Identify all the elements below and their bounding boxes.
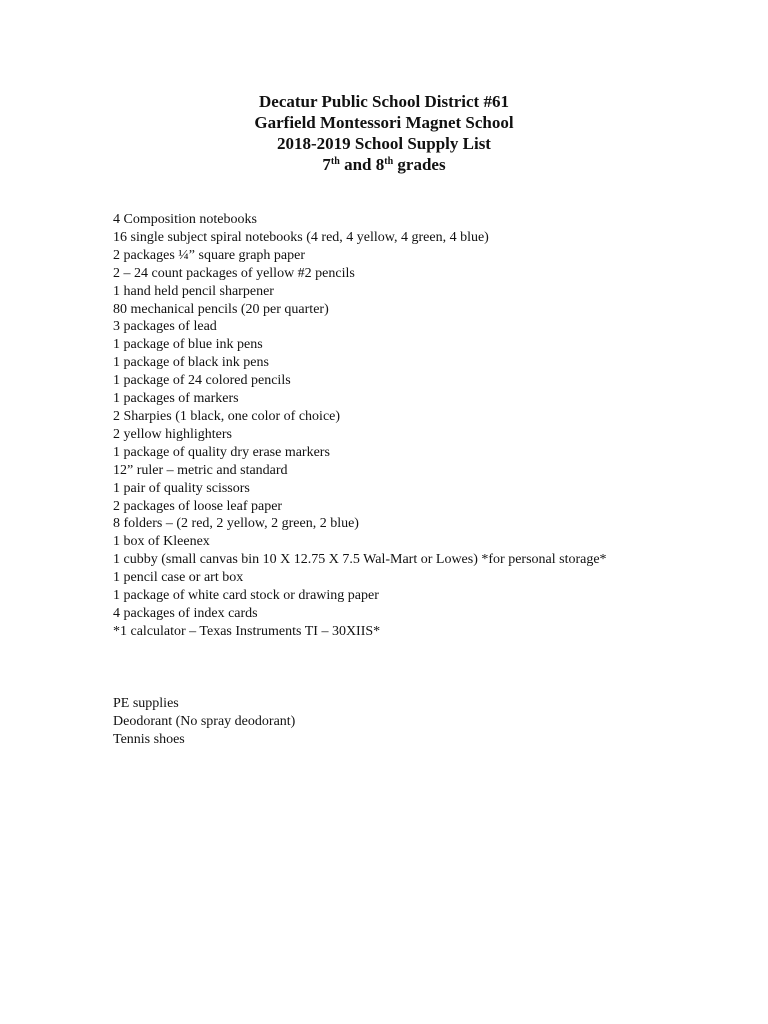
- list-item: 2 packages of loose leaf paper: [113, 498, 283, 514]
- grade-seven: 7: [322, 155, 331, 174]
- grades-word: grades: [393, 155, 446, 174]
- list-item: *1 calculator – Texas Instruments TI – 30XIIS*: [113, 623, 381, 639]
- list-title: 2018-2019 School Supply List: [277, 134, 491, 153]
- list-item: 1 cubby (small canvas bin 10 X 12.75 X 7.5 Wal-Mart or Lowes) *for personal storage*: [113, 552, 607, 568]
- grade-eight: 8: [375, 155, 385, 174]
- list-item: 1 pair of quality scissors: [113, 480, 250, 496]
- list-item: 2 yellow highlighters: [113, 426, 232, 442]
- list-item: 1 package of black ink pens: [113, 355, 269, 371]
- list-item: 1 package of quality dry erase markers: [113, 444, 330, 460]
- list-item: 1 package of white card stock or drawing paper: [113, 588, 379, 604]
- grades-title: [0, 154, 768, 175]
- list-item: 4 packages of index cards: [113, 605, 258, 621]
- list-item: 2 Sharpies (1 black, one color of choice): [113, 408, 341, 424]
- district-title: Decatur Public School District #61: [259, 92, 509, 111]
- list-item: 1 package of 24 colored pencils: [113, 373, 291, 389]
- pe-supply-list: [113, 695, 753, 749]
- list-item: 1 pencil case or art box: [113, 570, 244, 586]
- list-item: 3 packages of lead: [113, 319, 217, 335]
- list-item: 2 – 24 count packages of yellow #2 pencils: [113, 265, 355, 281]
- list-item: 16 single subject spiral notebooks (4 red, 4 yellow, 4 green, 4 blue): [113, 229, 489, 245]
- list-item: 4 Composition notebooks: [113, 212, 257, 227]
- list-item: 12” ruler – metric and standard: [113, 462, 288, 478]
- list-item: 1 package of blue ink pens: [113, 337, 263, 353]
- school-title: Garfield Montessori Magnet School: [254, 113, 514, 132]
- supply-list: [113, 211, 753, 641]
- list-item: Tennis shoes: [113, 732, 185, 747]
- list-item: Deodorant (No spray deodorant): [113, 714, 296, 729]
- list-item: 2 packages ¼” square graph paper: [113, 247, 306, 263]
- list-item: 1 hand held pencil sharpener: [113, 283, 274, 299]
- pe-heading: PE supplies: [113, 696, 179, 711]
- list-item: 80 mechanical pencils (20 per quarter): [113, 301, 329, 317]
- grade-eight-suffix: th: [384, 156, 394, 167]
- grade-seven-suffix: th: [330, 156, 340, 167]
- list-item: 1 box of Kleenex: [113, 534, 210, 550]
- document-header: [0, 91, 768, 175]
- grades-and: and: [339, 155, 376, 174]
- list-item: 8 folders – (2 red, 2 yellow, 2 green, 2 blue): [113, 516, 359, 532]
- list-item: 1 packages of markers: [113, 391, 239, 407]
